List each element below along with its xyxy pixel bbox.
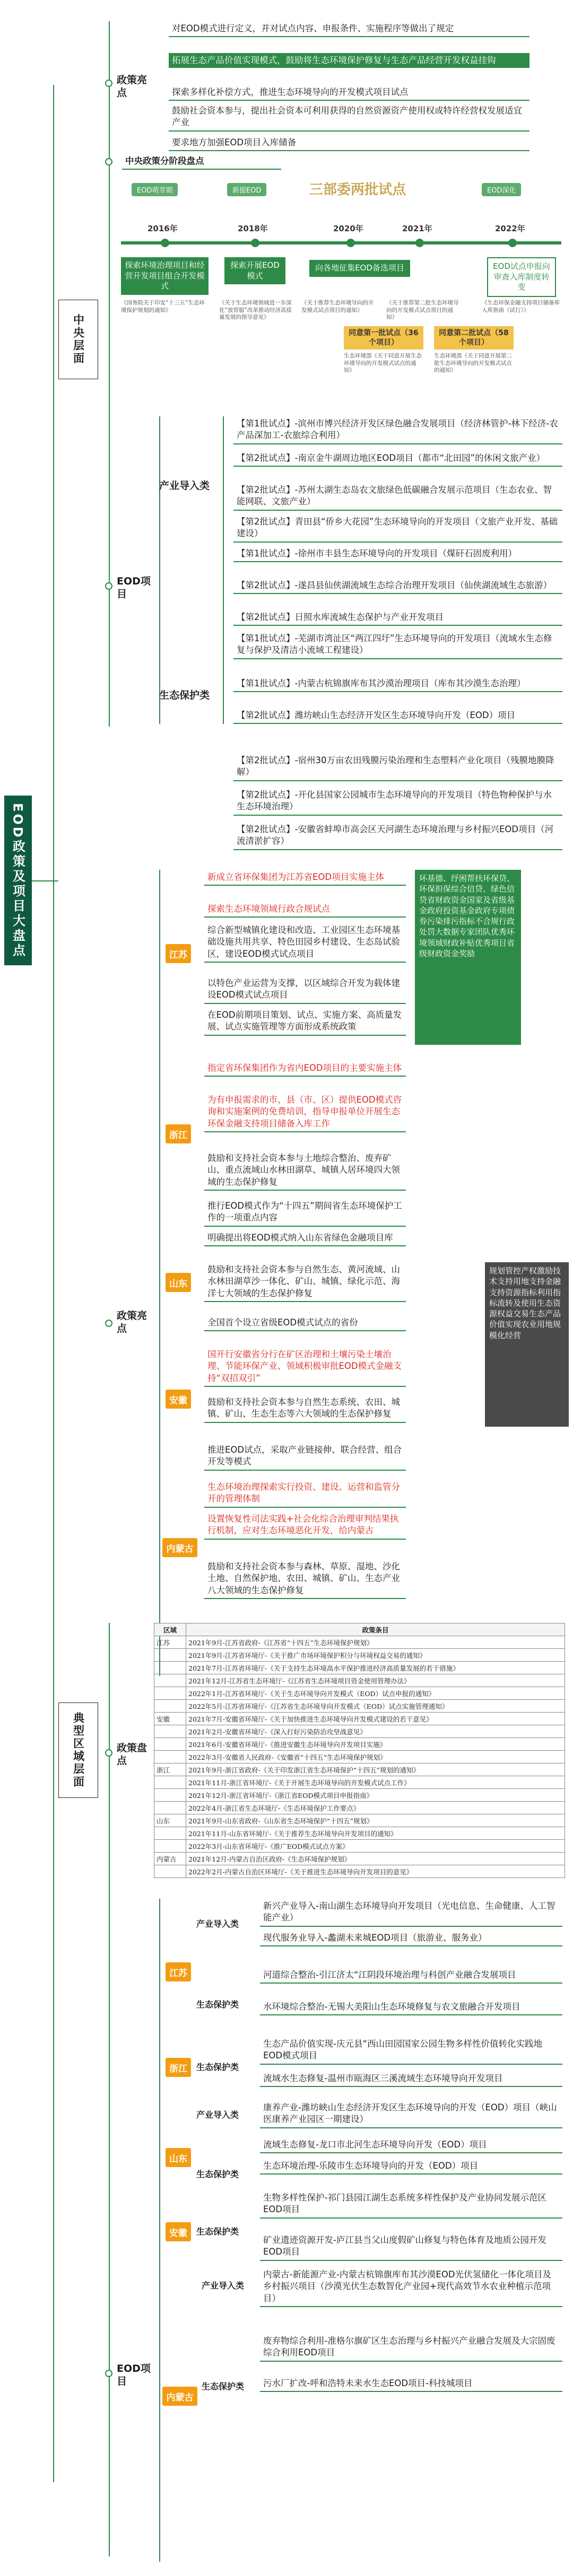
timeline-panel: [121, 172, 561, 374]
table-row: [154, 1649, 565, 1662]
province-point: 以特色产业运营为支撑，以区域综合开发为载体建设EOD模式试点项目: [204, 976, 406, 1004]
ecology-label: 生态保护类: [202, 2381, 245, 2391]
table-cell: 2022年1月-江苏省环境厅-《关于生态环境导向开发模式（EOD）试点申报的通知》: [186, 1687, 565, 1700]
table-header: 区域: [154, 1623, 186, 1636]
table-cell: [154, 1725, 186, 1738]
province-point: 国开行安徽省分行在矿区治理和土壤污染土壤治理、节能环保产业、领域积极审批EOD模式金融支持“双招双引”: [204, 1347, 406, 1387]
table-cell: 2022年3月-安徽省人民政府-《安徽省“十四五”生态环境保护规划》: [186, 1751, 565, 1763]
province-point: 鼓励和支持社会资本参与森林、草原、湿地、沙化土地、自然保护地、农田、城镇、矿山、生态产业八大领域的生态保护修复: [204, 1559, 406, 1599]
table-row: [154, 1738, 565, 1751]
industry-label: 产业导入类: [202, 2281, 245, 2291]
batch-note: 生态环境部《关于同意开展第二批生态环境导向的开发模式试点的通知》: [434, 353, 512, 374]
province-point: 在EOD前期项目策划、试点、实施方案、高质量发展、试点实施管理等方面形成系统政策: [204, 1008, 406, 1036]
table-row: [154, 1776, 565, 1789]
table-row: [154, 1789, 565, 1802]
table-cell: 2022年4月-浙江省生态环境厅-《生态环境保护工作要点》: [186, 1802, 565, 1814]
table-cell: 2021年11月-浙江省环境厅-《关于开展生态环境导向的开发模式试点工作》: [186, 1776, 565, 1789]
table-cell: [154, 1649, 186, 1662]
year-label: 2020年: [333, 224, 363, 233]
table-cell: 2021年7月-江苏省环境厅-《关于支持生态环境高水平保护推进经济高质量发展的若干措施》: [186, 1662, 565, 1674]
main-trunk: [53, 85, 54, 2482]
central-trunk: [109, 21, 110, 727]
typical-project: 内蒙古-新能源产业-内蒙古杭锦旗库布其沙漠EOD光伏氢储化一体化项目及乡村振兴项目（沙漠光伏生态数智化产业园+现代高效节水农业种植示范项目）: [260, 2267, 562, 2307]
eod-project: 【第2批试点】-南京金牛湖周边地区EOD项目（都市“北田园”的休闲文旅产业）: [233, 451, 562, 467]
eod-project: 【第2批试点】青田县“侨乡大花园”生态环境导向的开发项目（文旅产业开发、基础建设）: [233, 514, 562, 543]
eod-project: 【第1批试点】-滨州市博兴经济开发区绿色融合发展项目（经济林管护-林下经济-农产品深加工-农旅综合利用）: [233, 416, 562, 444]
ecology-label: 生态保护类: [196, 2062, 239, 2072]
eod-branch: [159, 416, 160, 724]
table-cell: [154, 1802, 186, 1814]
node-circle: [105, 582, 112, 590]
eod-project: 【第2批试点】-遂昌县仙侠湖流域生态综合治理开发项目（仙侠湖流域生态旅游）: [233, 578, 562, 594]
table-row: [154, 1700, 565, 1713]
timeline-note: 《关于生态环境领域进一步深化“放管服”改革推动经济高质量发展的指导意见》: [219, 300, 292, 321]
province-point: 明确提出将EOD模式纳入山东省绿色金融项目库: [204, 1230, 406, 1246]
table-row: [154, 1725, 565, 1738]
typical-project: 废弃物综合利用-准格尔旗矿区生态治理与乡村振兴产业融合发展及大宗固废综合利用EOD项目: [260, 2334, 562, 2362]
timeline-dot: [415, 239, 424, 247]
timeline-note: 《关于推荐生态环境导向的开发模式试点项目的通知》: [301, 300, 374, 313]
typical-project: 生态产品价值实现-庆元县“西山田园国家公园生物多样性价值转化实践地EOD模式项目: [260, 2037, 562, 2065]
table-cell: 2021年9月-浙江省政府-《关于印发浙江省生态环境保护“十四五”规划的通知》: [186, 1763, 565, 1776]
province-point: 探索生态环境领域行政合规试点: [204, 902, 406, 918]
year-label: 2018年: [238, 224, 268, 233]
policy-point-highlight: 拓展生态产品价值实现模式，鼓励将生态环境保护修复与生态产品经营开发权益挂钩: [169, 53, 529, 68]
timeline-note: 《生态环保金融支持项目储备库入库指南（试行）》: [482, 300, 560, 313]
ecology-label: 生态保护类: [196, 2169, 239, 2179]
province-point: 为有申报需求的市、县（市、区）提供EOD模式咨询和实施案例的免费培训，指导申报单位开展生态环保金融支持项目储备入库工作: [204, 1093, 406, 1132]
stage-label: EOD萌芽期: [132, 183, 178, 196]
table-cell: [154, 1865, 186, 1878]
timeline-banner: 三部委两批试点: [309, 182, 406, 198]
province-point: 鼓励和支持社会资本参与土地综合整治、废弃矿山、重点流域山水林田湖草、城镇人居环境四大领域的生态保护修复: [204, 1151, 406, 1191]
table-cell: 2021年2月-安徽省环境厅-《深入打好污染防治攻坚战意见》: [186, 1725, 565, 1738]
policy-point: 鼓励社会资本参与，提出社会资本可利用获得的自然资源资产使用权或特许经营权发展适宜产业: [169, 103, 529, 132]
table-cell: 2021年6月-安徽省环境厅-《推进安徽生态环境导向开发项目实施》: [186, 1738, 565, 1751]
policy-point: 要求地方加强EOD项目入库储备: [169, 135, 529, 151]
year-label: 2016年: [147, 224, 178, 233]
policy-table: [154, 1623, 565, 1878]
province-policy-label: 政策亮点: [117, 1310, 147, 1334]
timeline-dot: [161, 239, 169, 247]
industry-label: 产业导入类: [196, 2110, 239, 2120]
timeline-card: EOD试点申报向审查入库制度转变: [487, 257, 556, 297]
table-cell: 2021年12月-浙江省环境厅-《浙江省EOD模式项目申报指南》: [186, 1789, 565, 1802]
table-cell: [154, 1674, 186, 1687]
eod-subbranch: [223, 416, 224, 724]
table-row: [154, 1687, 565, 1700]
table-header: 政策条目: [186, 1623, 565, 1636]
eod-project: 【第1批试点】-徐州市丰县生态环境导向的开发项目（煤矸石固废利用）: [233, 546, 562, 562]
eod-project: 【第2批试点】潍坊峡山生态经济开发区生态环境导向开发（EOD）项目: [233, 708, 562, 724]
eod-project: 【第2批试点】-宿州30万亩农田残膜污染治理和生态塑料产业化项目（残膜地膜降解）: [233, 753, 562, 781]
table-cell: [154, 1687, 186, 1700]
node-circle: [105, 1749, 112, 1757]
typical-project: 生物多样性保护-祁门县园江湖生态系统多样性保护及产业协同发展示范区EOD项目: [260, 2190, 562, 2219]
table-cell: [154, 1776, 186, 1789]
table-cell: 浙江: [154, 1763, 186, 1776]
eod-project: 【第2批试点】日照水库流域生态保护与产业开发项目: [233, 610, 562, 626]
province-point: 推行EOD模式作为“十四五”期间省生态环境保护工作的一项重点内容: [204, 1199, 406, 1227]
table-row: [154, 1853, 565, 1865]
eod-project: 【第1批试点】-芜湖市湾沚区“两江四圩”生态环境导向的开发项目（流域水生态修复与保护及清洁小流域工程建设）: [233, 631, 562, 659]
timeline-dot: [346, 239, 355, 247]
table-row: [154, 1751, 565, 1763]
table-row: [154, 1827, 565, 1840]
province-trunk: [159, 870, 160, 1676]
typical-project: 矿业遗迹资源开发-庐江县当父山度假矿山修复与特色体育及地质公园开发EOD项目: [260, 2233, 562, 2261]
province-tag-anhui: 安徽: [166, 1390, 191, 1409]
province-tag-jiangsu: 江苏: [166, 944, 191, 963]
table-row: [154, 1865, 565, 1878]
table-row: [154, 1713, 565, 1725]
typical-project: 康养产业-潍坊峡山生态经济开发区生态环境导向的开发（EOD）项目（峡山医康养产业园区一期建设）: [260, 2100, 562, 2128]
table-cell: 山东: [154, 1814, 186, 1827]
node-circle: [105, 158, 112, 165]
node-circle: [105, 80, 112, 87]
timeline-axis: [121, 241, 561, 244]
typical-project: 流域水生态修复-温州市瓯海区三溪流域生态环境导向开发项目: [260, 2071, 562, 2087]
typical-policy-label: 政策盘点: [117, 1742, 147, 1767]
connector: [32, 880, 58, 881]
province-point: 鼓励和支持社会资本参与自然生态系统、农田、城镇、矿山、生态生态等六大领域的生态保护修复: [204, 1395, 406, 1423]
batch-badge: 同意第一批试点（36个项目）: [344, 326, 423, 350]
timeline-dot: [251, 239, 259, 247]
central-eod-label: EOD项目: [117, 575, 151, 600]
timeline-note: 《关于推荐第二批生态环境导向的开发模式试点项目的通知》: [386, 300, 459, 321]
timeline-note: 《国务院关于印发“十三五”生态环境保护规划的通知》: [121, 300, 205, 313]
eod-project: 【第2批试点】-苏州太湖生态岛农文旅绿色低碳融合发展示范项目（生态农业、智能网联、文旅产业）: [233, 483, 562, 511]
province-tag: 浙江: [166, 2058, 191, 2077]
timeline-card: 向各地征集EOD备选项目: [309, 260, 410, 277]
industry-label: 产业导入类: [196, 1919, 239, 1929]
table-cell: 2021年11月-山东省环境厅-《关于推荐生态环境导向开发项目的通知》: [186, 1827, 565, 1840]
typical-project: 流域生态修复-龙口市北河生态环境导向开发（EOD）项目: [260, 2137, 562, 2153]
typical-project: 污水厂扩改-呼和浩特未来水生态EOD项目-科技城项目: [260, 2376, 562, 2392]
table-cell: [154, 1662, 186, 1674]
table-cell: 2021年9月-江苏省政府-《江苏省“十四五”生态环境保护规划》: [186, 1636, 565, 1649]
table-row: [154, 1840, 565, 1853]
eod-project: 【第2批试点】-开化县国家公园城市生态环境导向的开发项目（特色物种保护与水生态环境治理）: [233, 788, 562, 816]
central-section-label: 中央层面: [58, 300, 98, 379]
province-point: 新成立省环保集团为江苏省EOD项目实施主体: [204, 870, 406, 886]
province-tag: 安徽: [166, 2222, 191, 2241]
table-cell: 2022年3月-山东省环境厅-《推广EOD模式试点方案》: [186, 1840, 565, 1853]
main-title: EOD政策及项目大盘点: [4, 796, 32, 965]
batch-badge: 同意第二批试点（58个项目）: [434, 326, 514, 350]
timeline-dot: [508, 239, 517, 247]
province-point: 生态环境治理探索实行投资、建设、运营和监管分开的管理体制: [204, 1480, 406, 1508]
province-tag: 江苏: [166, 1962, 191, 1981]
table-row: [154, 1814, 565, 1827]
policy-point: 探索多样化补偿方式，推进生态环境导向的开发模式项目试点: [169, 85, 529, 101]
eod-project: 【第1批试点】-内蒙古杭锦旗库布其沙漠治理项目（库布其沙漠生态治理）: [233, 676, 562, 692]
ecology-label: 生态保护类: [196, 2226, 239, 2237]
ecology-label: 生态保护类: [159, 689, 210, 701]
eod-project: 【第2批试点】-安徽省蚌埠市高会区天河湖生态环境治理与乡村振兴EOD项目（河流清淤扩容）: [233, 822, 562, 850]
table-cell: 2021年7月-安徽省环境厅-《关于加快推进生态环境导向开发模式建设的若干意见》: [186, 1713, 565, 1725]
table-cell: 安徽: [154, 1713, 186, 1725]
table-cell: [154, 1789, 186, 1802]
typical-project: 生态环境治理-乐陵市生态环境导向的开发（EOD）项目: [260, 2159, 562, 2175]
finance-support-box: 环基德、纾困帮扶环保贷、环保担保综合信贷、绿色信贷省财政资金国家及省级基金政府投资基金政府专项债券污染排污指标不合规行政处罚大数据专家团队优秀环境领域财政补贴优秀项目省级财政资金奖励: [415, 870, 521, 1045]
province-tag: 山东: [166, 2148, 191, 2167]
timeline-card: 探索开展EOD模式: [224, 257, 285, 284]
table-row: [154, 1636, 565, 1649]
table-cell: 2022年5月-江苏省环境厅-《江苏省生态环境导向开发模式（EOD）试点实施管理通知》: [186, 1700, 565, 1713]
typical-eod-branch: [159, 1899, 160, 2562]
province-tag-shandong: 山东: [166, 1273, 191, 1292]
typical-section-label: 典型区域层面: [58, 1702, 98, 1798]
province-point: 全国首个设立省级EOD模式试点的省份: [204, 1315, 406, 1331]
typical-trunk: [109, 1623, 110, 2556]
province-tag: 内蒙古: [162, 2387, 197, 2406]
year-label: 2021年: [402, 224, 432, 233]
table-row: [154, 1802, 565, 1814]
table-cell: 2022年2月-内蒙古自治区环境厅-《关于推进生态环境导向开发项目的意见》: [186, 1865, 565, 1878]
industry-label: 产业导入类: [159, 480, 210, 492]
table-row: [154, 1763, 565, 1776]
table-row: [154, 1674, 565, 1687]
table-cell: 江苏: [154, 1636, 186, 1649]
typical-project: 河道综合整治-引江济太“江阴段环境治理与科创产业融合发展项目: [260, 1968, 562, 1984]
timeline-title: 中央政策分阶段盘点: [122, 154, 281, 170]
table-cell: [154, 1700, 186, 1713]
policy-point: 对EOD模式进行定义，并对试点内容、申报条件、实施程序等做出了规定: [169, 21, 529, 37]
table-cell: 2021年12月-江苏省生态环境厅-《江苏省生态环境项目资金使用管理办法》: [186, 1674, 565, 1687]
province-tag-inner-mongolia: 内蒙古: [162, 1538, 197, 1557]
typical-eod-label: EOD项目: [117, 2363, 151, 2387]
ecology-label: 生态保护类: [196, 1999, 239, 2010]
table-cell: [154, 1827, 186, 1840]
table-cell: 2021年12月-内蒙古自治区政府-《生态环境保护规划》: [186, 1853, 565, 1865]
stage-label: EOD深化: [482, 183, 521, 196]
node-circle: [105, 1320, 112, 1327]
typical-project: 现代服务业导入-蠡湖未来城EOD项目（旅游业、服务业）: [260, 1931, 562, 1946]
node-circle: [105, 2370, 112, 2377]
batch-note: 生态环境部《关于同意开展生态环境导向的开发模式试点的通知》: [344, 353, 422, 374]
province-point: 设置恢复性司法实践+社会化综合治理审判结果执行机制，应对生态环境恶化开发，给内蒙古: [204, 1512, 406, 1540]
table-cell: [154, 1751, 186, 1763]
table-row: [154, 1662, 565, 1674]
stage-label: 新提EOD: [227, 183, 266, 196]
table-cell: [154, 1738, 186, 1751]
province-tag-zhejiang: 浙江: [166, 1124, 191, 1143]
central-policy-label: 政策亮点: [117, 74, 147, 99]
table-cell: 2021年9月-江苏省环境厅-《关于推广市场环境保护积分与环境权益交易的通知》: [186, 1649, 565, 1662]
timeline-card: 探索环境治理项目和经营开发项目组合开发模式: [121, 257, 209, 295]
table-cell: [154, 1840, 186, 1853]
province-point: 鼓励和支持社会资本参与自然生态、黄河流域、山水林田湖草沙一体化、矿山、城镇、绿化示范、海洋七大领域的生态保护修复: [204, 1262, 406, 1302]
table-cell: 2021年9月-山东省政府-《山东省生态环境保护“十四五”规划》: [186, 1814, 565, 1827]
typical-project: 水环境综合整治-无锡大美阳山生态环境修复与农文旅融合开发项目: [260, 1999, 562, 2015]
table-header-row: [154, 1623, 565, 1636]
table-cell: 内蒙古: [154, 1853, 186, 1865]
policy-support-box: 规划管控产权激励技术支持用地支持金融支持资源指标利用指标流转及使用生态资源权益交易生态产品价值实现农业用地规模化经营: [485, 1262, 569, 1427]
province-point: 综合新型城镇化建设和改造、工业园区生态环境基础设施共用共享、特色田园乡村建设、生态岛试验区，建设EOD模式试点项目: [204, 923, 406, 963]
province-point: 指定省环保集团作为省内EOD项目的主要实施主体: [204, 1061, 406, 1077]
year-label: 2022年: [495, 224, 525, 233]
typical-project: 新兴产业导入-南山湖生态环境导向开发项目（光电信息、生命健康、人工智能产业）: [260, 1899, 562, 1927]
province-point: 推进EOD试点，采取产业链接伸、联合经营、组合开发等模式: [204, 1443, 406, 1471]
